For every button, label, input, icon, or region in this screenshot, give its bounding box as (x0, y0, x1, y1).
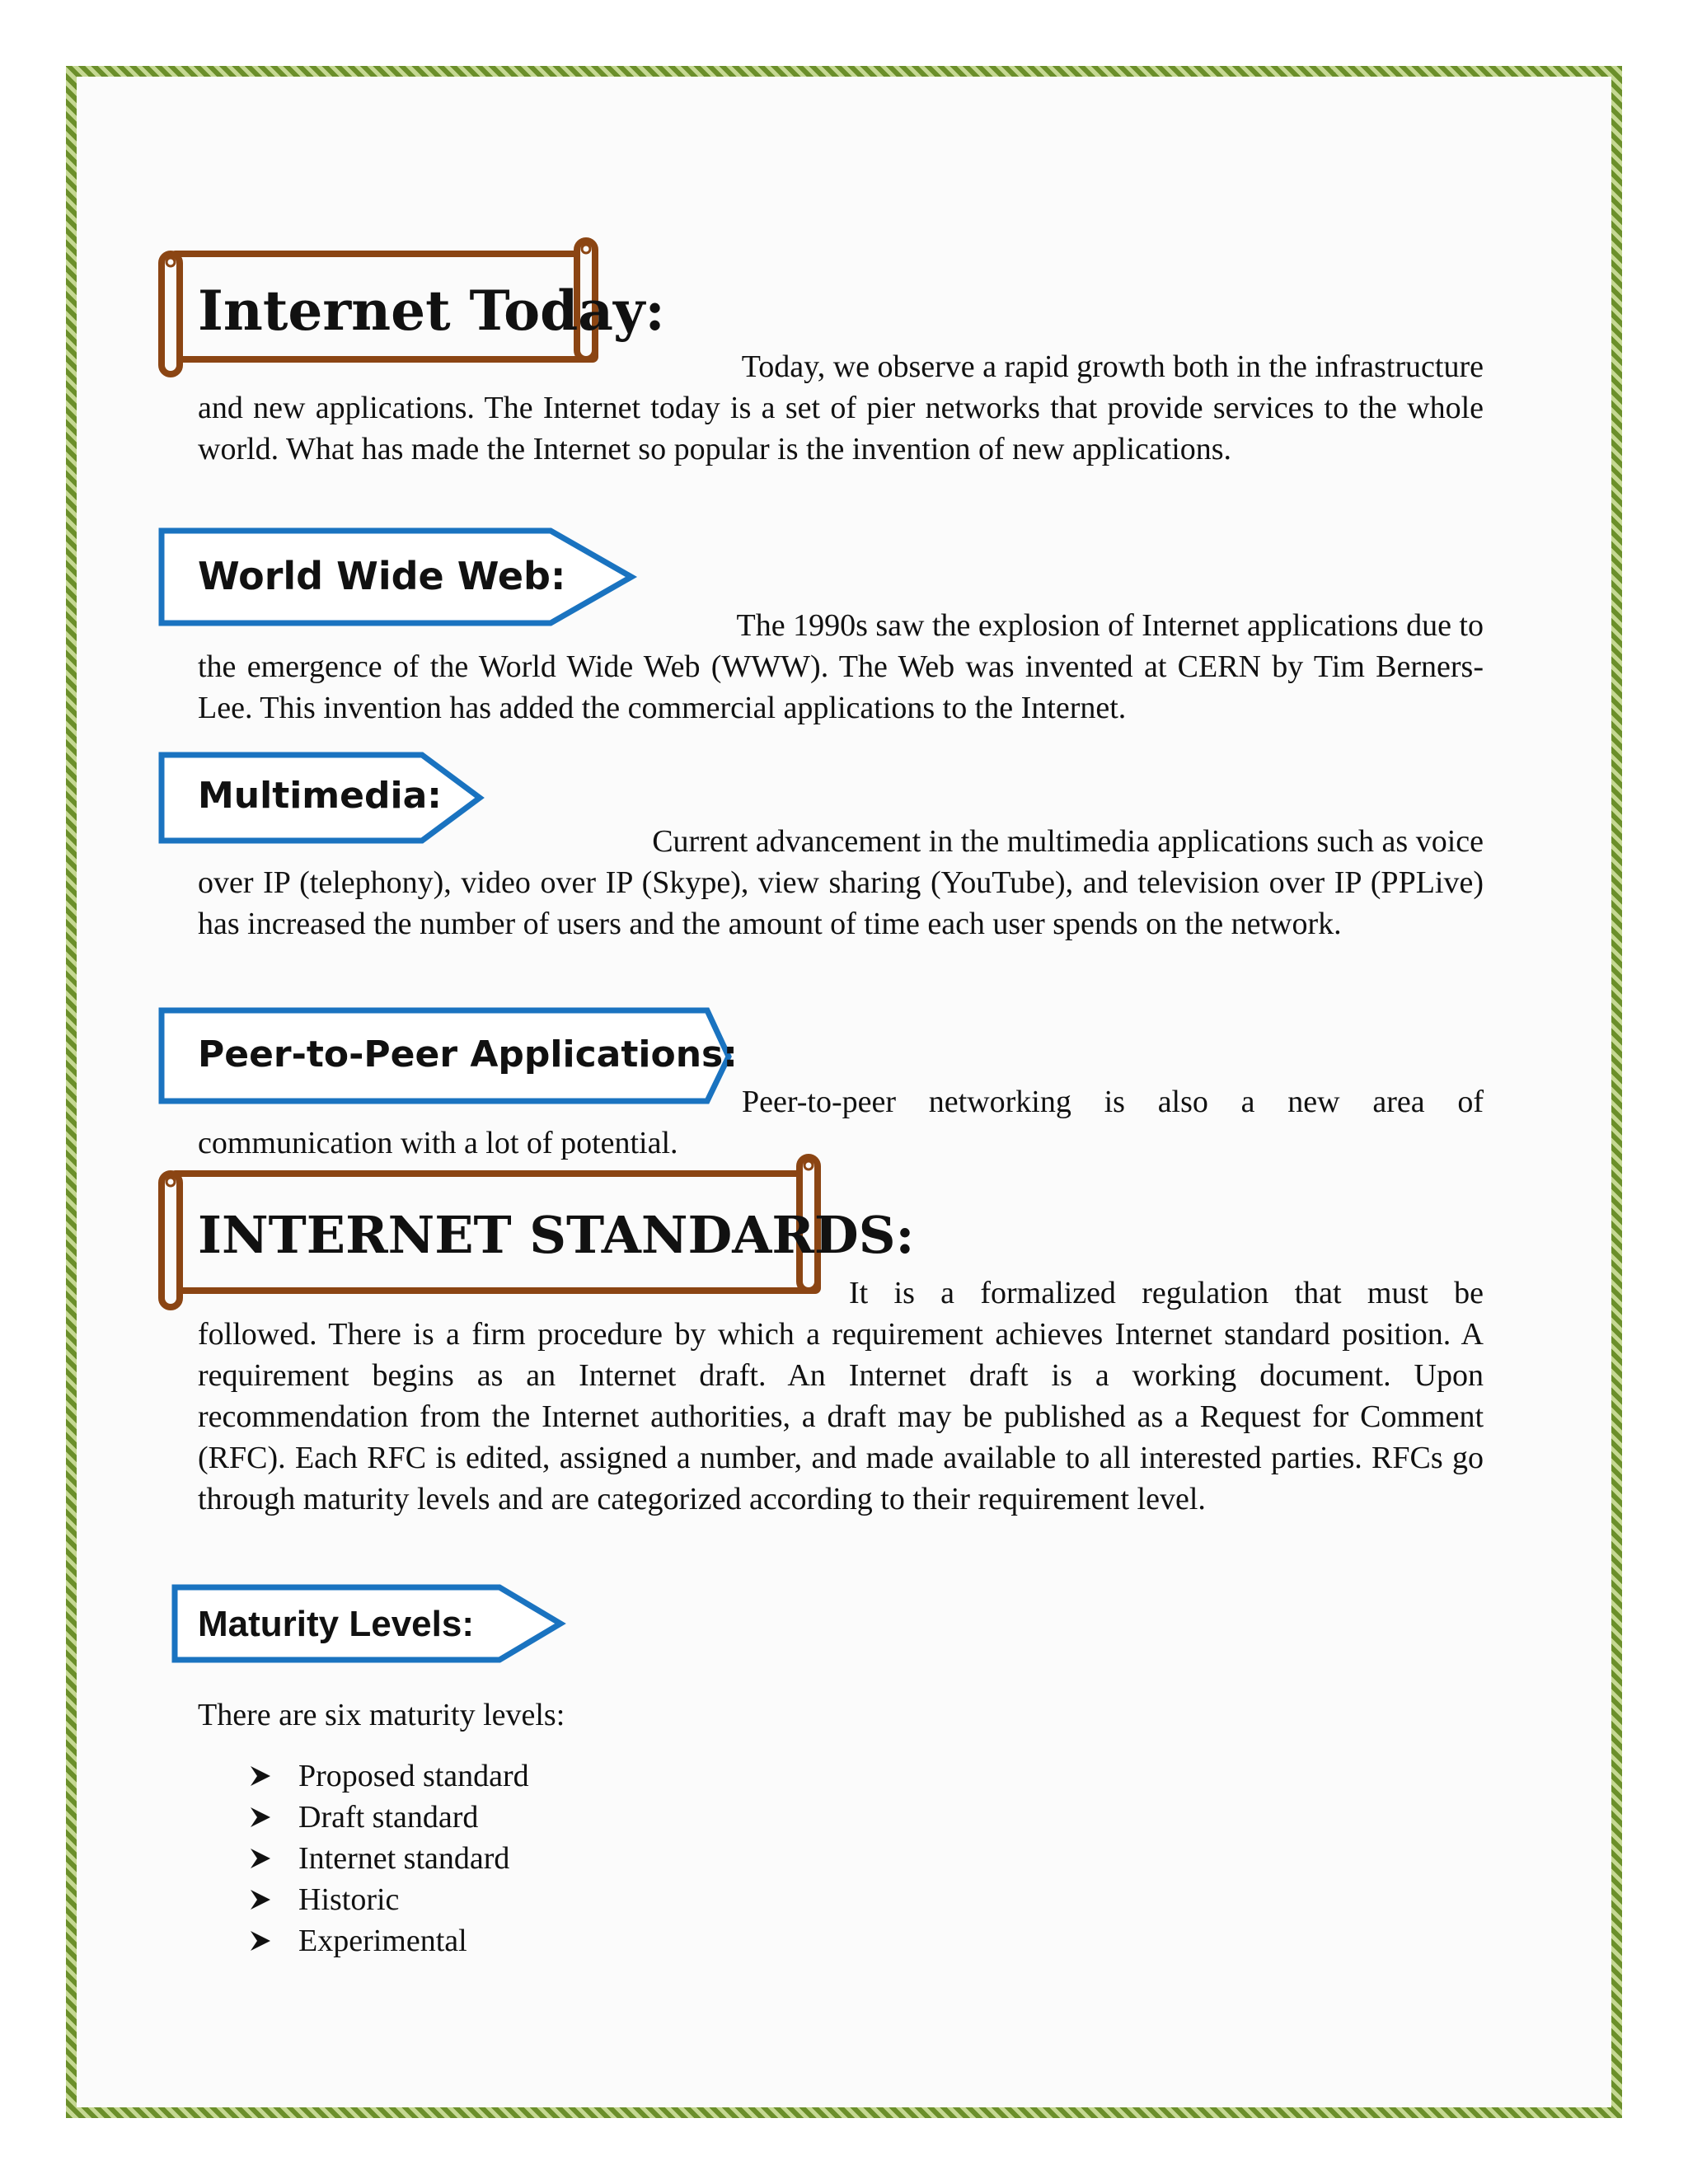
arrowhead-bullet-icon (247, 1928, 274, 1954)
arrowhead-bullet-icon (247, 1804, 274, 1830)
maturity-intro-text: There are six maturity levels: (198, 1698, 565, 1732)
list-item (247, 1755, 529, 1797)
section-lead-text: Today, we observe a rapid growth both in the infrastructure (741, 349, 1484, 384)
section-body-text: followed. There is a firm procedure by which a requirement achieves Internet standard position. A requirement begins as an Internet draft. An Internet draft is a working document. Upon recommendation from the Internet authorities, a draft may be published as a Request for Comment (RFC). Each RFC is edited, assigned a number, and made available to all interested parties. RFCs go through maturity levels and are categorized according to their requirement level. (198, 1317, 1484, 1516)
section-title: Peer-to-Peer Applications: (198, 1033, 738, 1076)
section-body-text: and new applications. The Internet today is a set of pier networks that provide services to the whole world. What has made the Internet so popular is the invention of new applications. (198, 391, 1484, 466)
list-item-label: Draft standard (298, 1800, 479, 1835)
section-title: Internet Today: (198, 279, 665, 343)
list-item (247, 1879, 529, 1920)
section-title: World Wide Web: (198, 554, 566, 598)
section-lead-text: Current advancement in the multimedia applications such as voice (652, 824, 1484, 859)
section-title: INTERNET STANDARDS: (198, 1205, 915, 1265)
arrowhead-bullet-icon (247, 1886, 274, 1913)
section-body-text: communication with a lot of potential. (198, 1126, 678, 1160)
section-lead-text: It is a formalized regulation that must be (849, 1276, 1484, 1310)
section-lead-text: The 1990s saw the explosion of Internet applications due to (736, 608, 1484, 643)
list-item-label: Proposed standard (298, 1759, 529, 1793)
list-item (247, 1920, 529, 1961)
section-title: Multimedia: (198, 775, 442, 817)
list-item-label: Experimental (298, 1924, 467, 1958)
list-item-label: Historic (298, 1882, 400, 1917)
list-item (247, 1797, 529, 1838)
list-item (247, 1838, 529, 1879)
section-body-text: the emergence of the World Wide Web (WWW). The Web was invented at CERN by Tim Berners-Lee. This invention has added the commercial applications to the Internet. (198, 649, 1484, 725)
section-title: Maturity Levels: (198, 1604, 474, 1644)
section-lead-text: Peer-to-peer networking is also a new area of (742, 1085, 1484, 1119)
arrowhead-bullet-icon (247, 1763, 274, 1789)
list-item-label: Internet standard (298, 1841, 510, 1876)
maturity-levels-list (247, 1755, 529, 1961)
section-body-text: over IP (telephony), video over IP (Skype), view sharing (YouTube), and television over IP (PPLive) has increased the number of users and the amount of time each user spends on the network. (198, 865, 1484, 941)
arrowhead-bullet-icon (247, 1845, 274, 1872)
